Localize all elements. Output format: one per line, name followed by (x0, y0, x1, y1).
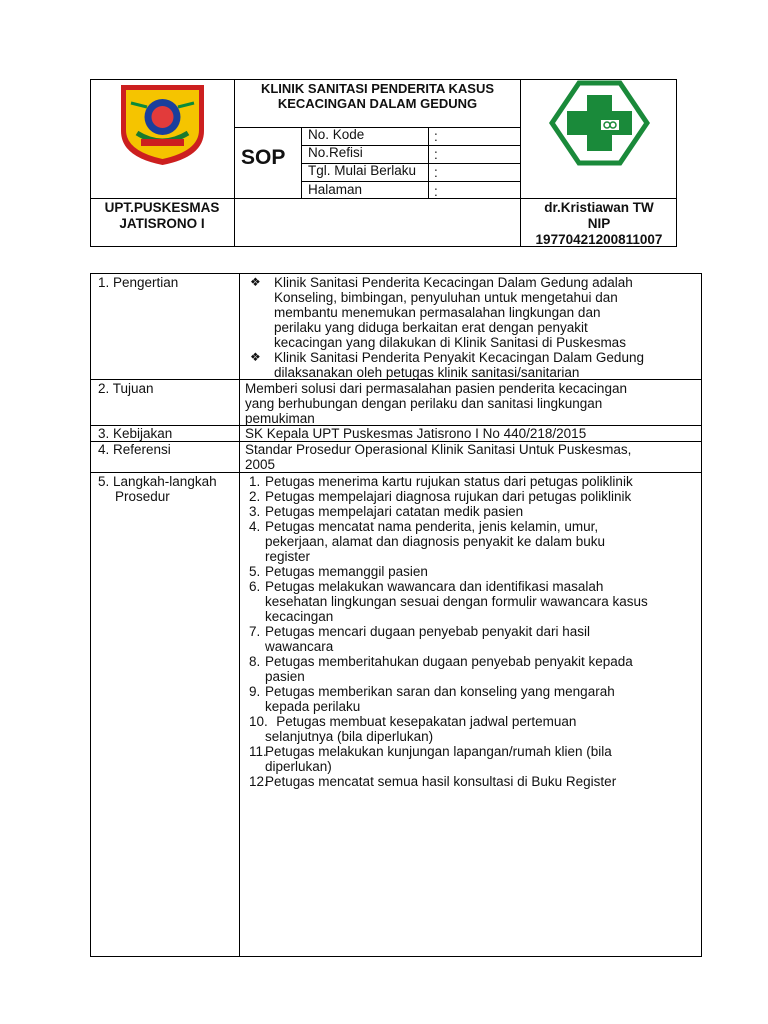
step-line: Petugas memberikan saran dan konseling yang mengarah (265, 684, 615, 699)
step-line: Petugas mempelajari catatan medik pasien (265, 504, 524, 519)
green-cross-icon (549, 80, 650, 166)
sop-title-line2: KECACINGAN DALAM GEDUNG (277, 96, 478, 111)
step-line: Petugas memberitahukan dugaan penyebab penyakit kepada (265, 654, 633, 669)
referensi-content (245, 442, 700, 472)
list-item (240, 654, 700, 684)
step-line: wawancara (265, 639, 334, 654)
meta-label-tgl: Tgl. Mulai Berlaku (308, 163, 417, 178)
org-name-line1: UPT.PUSKESMAS (104, 200, 220, 215)
list-item (240, 350, 700, 380)
list-item (240, 275, 700, 350)
sop-label: SOP (241, 146, 286, 169)
step-line: Petugas mencatat semua hasil konsultasi di Buku Register (265, 774, 617, 789)
label-kebijakan: 3. Kebijakan (98, 426, 173, 441)
list-item (240, 684, 700, 714)
step-line: kecacingan (265, 609, 334, 624)
procedure-steps (240, 474, 700, 789)
sop-title (235, 81, 520, 111)
meta-label-refisi: No.Refisi (308, 145, 363, 160)
tujuan-line: Memberi solusi dari permasalahan pasien penderita kecacingan (245, 381, 627, 396)
label-langkah-line2: Prosedur (115, 489, 170, 504)
tujuan-line: yang berhubungan dengan perilaku dan sanitasi lingkungan (245, 396, 603, 411)
step-line: Petugas mencatat nama penderita, jenis kelamin, umur, (265, 519, 599, 534)
step-number: 11. (249, 744, 267, 759)
list-item (240, 624, 700, 654)
list-item (240, 744, 700, 774)
step-line: diperlukan) (265, 759, 332, 774)
step-line: register (265, 549, 311, 564)
signer-block (521, 200, 677, 248)
step-line: pekerjaan, alamat dan diagnosis penyakit ke dalam buku (265, 534, 605, 549)
pengertian-line: Klinik Sanitasi Penderita Penyakit Kecacingan Dalam Gedung (274, 350, 644, 365)
step-number: 8. (249, 654, 261, 669)
org-name (90, 200, 234, 232)
label-langkah-line1: 5. Langkah-langkah (98, 474, 217, 489)
regency-emblem-logo (117, 81, 208, 167)
diamond-bullet-icon: ❖ (250, 275, 261, 289)
step-number: 9. (249, 684, 261, 699)
step-line: pasien (265, 669, 305, 684)
label-referensi: 4. Referensi (98, 442, 171, 457)
step-line: Petugas mencari dugaan penyebab penyakit dari hasil (265, 624, 590, 639)
pengertian-line: perilaku yang diduga berkaitan erat dengan penyakit (274, 320, 588, 335)
list-item (240, 714, 700, 744)
label-tujuan: 2. Tujuan (98, 381, 154, 396)
shield-emblem-icon (117, 81, 208, 167)
puskesmas-logo (549, 80, 650, 166)
step-number: 1. (249, 474, 261, 489)
kebijakan-content (245, 426, 700, 441)
step-line: Petugas melakukan kunjungan lapangan/rumah klien (bila (265, 744, 612, 759)
meta-sep-kode: : (434, 129, 438, 144)
step-number: 5. (249, 564, 261, 579)
pengertian-line: Konseling, bimbingan, penyuluhan untuk mengetahui dan (274, 290, 618, 305)
step-line: Petugas mempelajari diagnosa rujukan dari petugas poliklinik (265, 489, 632, 504)
body-divider (90, 472, 702, 473)
list-item (240, 489, 700, 504)
step-number: 3. (249, 504, 261, 519)
meta-label-kode: No. Kode (308, 127, 365, 142)
list-item (240, 564, 700, 579)
step-number: 10. (249, 714, 268, 729)
step-number: 7. (249, 624, 261, 639)
referensi-line: 2005 (245, 457, 276, 472)
pengertian-content (240, 275, 700, 380)
org-name-line2: JATISRONO I (119, 216, 205, 231)
step-line: Petugas menerima kartu rujukan status dari petugas poliklinik (265, 474, 633, 489)
list-item (240, 519, 700, 564)
step-number: 6. (249, 579, 261, 594)
sop-title-line1: KLINIK SANITASI PENDERITA KASUS (260, 81, 495, 96)
kebijakan-line: SK Kepala UPT Puskesmas Jatisrono I No 440/218/2015 (245, 426, 587, 441)
step-number: 2. (249, 489, 261, 504)
header-divider (90, 198, 677, 199)
list-item (240, 774, 700, 789)
diamond-bullet-icon: ❖ (250, 350, 261, 364)
signer-name: dr.Kristiawan TW (544, 200, 654, 215)
pengertian-line: Klinik Sanitasi Penderita Kecacingan Dalam Gedung adalah (274, 275, 633, 290)
step-number: 4. (249, 519, 261, 534)
signer-nip-label: NIP (587, 216, 611, 231)
list-item (240, 579, 700, 624)
header-divider (234, 127, 520, 128)
signer-nip: 19770421200811007 (535, 232, 663, 247)
tujuan-line: pemukiman (245, 411, 315, 426)
meta-sep-halaman: : (434, 184, 438, 199)
meta-sep-tgl: : (434, 165, 438, 180)
label-pengertian: 1. Pengertian (98, 275, 179, 290)
step-line: Petugas melakukan wawancara dan identifikasi masalah (265, 579, 604, 594)
label-langkah (98, 474, 217, 504)
step-number: 12. (249, 774, 268, 789)
list-item (240, 474, 700, 489)
tujuan-content (245, 381, 700, 426)
step-line: Petugas memanggil pasien (265, 564, 428, 579)
langkah-content (240, 474, 700, 789)
list-item (240, 504, 700, 519)
meta-label-halaman: Halaman (308, 182, 363, 197)
step-line: kepada perilaku (265, 699, 361, 714)
step-line: Petugas membuat kesepakatan jadwal pertemuan (265, 714, 577, 729)
pengertian-line: membantu menemukan permasalahan lingkungan dan (274, 305, 601, 320)
pengertian-line: dilaksanakan oleh petugas klinik sanitasi/sanitarian (274, 365, 580, 380)
meta-sep-refisi: : (434, 147, 438, 162)
step-line: kesehatan lingkungan sesuai dengan formulir wawancara kasus (265, 594, 648, 609)
referensi-line: Standar Prosedur Operasional Klinik Sanitasi Untuk Puskesmas, (245, 442, 632, 457)
pengertian-line: kecacingan yang dilakukan di Klinik Sanitasi di Puskesmas (274, 335, 626, 350)
step-line: selanjutnya (bila diperlukan) (265, 729, 434, 744)
